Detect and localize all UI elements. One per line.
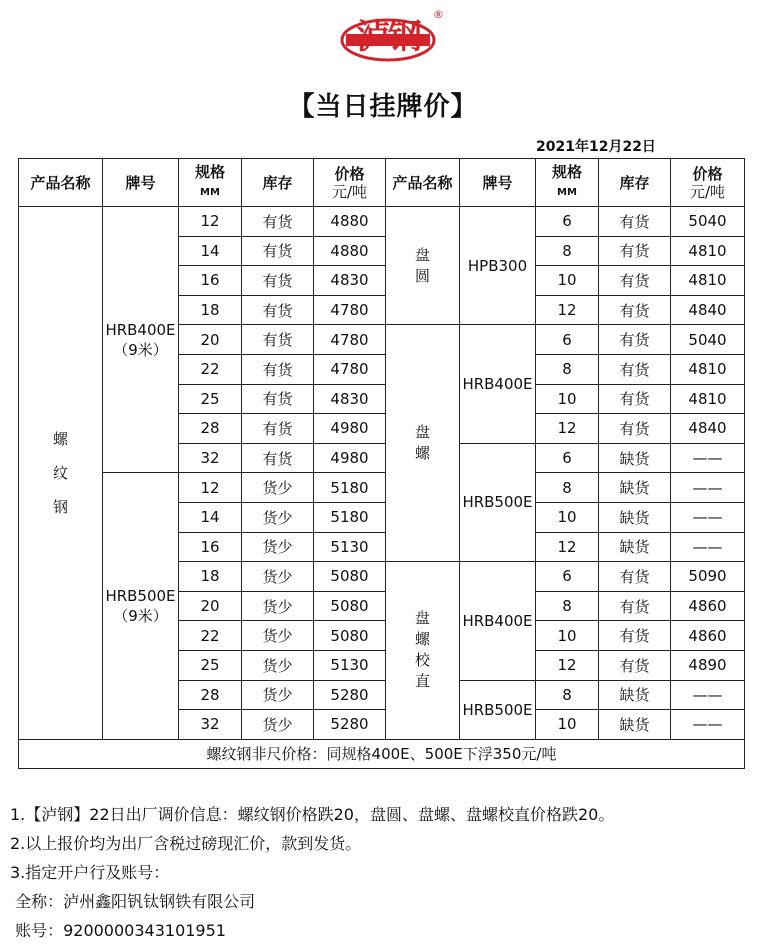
product-right-1-char: 盘 [414, 423, 430, 442]
stock-left: 货少 [242, 650, 314, 680]
price-left: 5180 [314, 502, 386, 532]
stock-right: 有货 [599, 621, 671, 651]
spec-right: 12 [536, 414, 599, 444]
price-left: 4830 [314, 384, 386, 414]
stock-left: 有货 [242, 354, 314, 384]
product-right-1-char: 螺 [414, 444, 430, 463]
header-grade-right: 牌号 [460, 159, 536, 207]
stock-right: 有货 [599, 384, 671, 414]
table-header-row [19, 159, 745, 207]
spec-right: 8 [536, 473, 599, 503]
spec-left: 25 [179, 384, 242, 414]
stock-left: 有货 [242, 414, 314, 444]
stock-left: 有货 [242, 207, 314, 237]
product-right-0 [386, 207, 460, 325]
price-right: —— [671, 710, 745, 740]
note-2: 2.以上报价均为出厂含税过磅现汇价，款到发货。 [10, 834, 362, 853]
price-right: 5040 [671, 325, 745, 355]
product-right-2-char: 直 [414, 672, 430, 691]
stock-right: 有货 [599, 650, 671, 680]
spec-left: 20 [179, 591, 242, 621]
stock-right: 缺货 [599, 502, 671, 532]
grade-right-3: HRB400E [460, 562, 536, 680]
spec-right: 6 [536, 207, 599, 237]
note-1: 1.【泸钢】22日出厂调价信息：螺纹钢价格跌20，盘圆、盘螺、盘螺校直价格跌20。 [10, 805, 615, 824]
spec-right: 12 [536, 650, 599, 680]
stock-right: 有货 [599, 354, 671, 384]
stock-left: 货少 [242, 621, 314, 651]
spec-right: 12 [536, 295, 599, 325]
grade-left-0 [103, 207, 179, 473]
price-right: 4810 [671, 354, 745, 384]
product-right-2-char: 螺 [414, 630, 430, 649]
price-left: 4880 [314, 236, 386, 266]
company-logo [338, 6, 444, 68]
price-right: —— [671, 502, 745, 532]
grade-name: HRB400E [105, 320, 176, 339]
price-right: 4860 [671, 591, 745, 621]
spec-left: 32 [179, 710, 242, 740]
table-row [19, 207, 745, 237]
price-right: —— [671, 680, 745, 710]
product-right-1 [386, 325, 460, 562]
stock-right: 缺货 [599, 473, 671, 503]
note-account-name: 全称：泸州鑫阳钒钛钢铁有限公司 [10, 892, 256, 911]
price-left: 4880 [314, 207, 386, 237]
product-rebar-char: 纹 [52, 463, 68, 482]
spec-left: 22 [179, 354, 242, 384]
price-right: 4810 [671, 236, 745, 266]
stock-left: 有货 [242, 236, 314, 266]
price-right: —— [671, 473, 745, 503]
product-rebar [19, 207, 103, 740]
price-left: 4980 [314, 414, 386, 444]
stock-left: 货少 [242, 680, 314, 710]
header-price: 价格 元/吨 [314, 159, 386, 207]
price-left: 4780 [314, 354, 386, 384]
price-right: 5040 [671, 207, 745, 237]
spec-left: 12 [179, 473, 242, 503]
price-right: 4860 [671, 621, 745, 651]
price-left: 4780 [314, 295, 386, 325]
product-right-2-char: 校 [414, 651, 430, 670]
header-product-right: 产品名称 [386, 159, 460, 207]
price-left: 5280 [314, 680, 386, 710]
stock-right: 有货 [599, 591, 671, 621]
grade-name: HRB500E [105, 587, 176, 606]
stock-right: 有货 [599, 562, 671, 592]
spec-left: 14 [179, 236, 242, 266]
spec-left: 28 [179, 680, 242, 710]
stock-left: 有货 [242, 443, 314, 473]
spec-left: 25 [179, 650, 242, 680]
product-rebar-char: 钢 [52, 497, 68, 516]
price-right: 4810 [671, 384, 745, 414]
stock-right: 缺货 [599, 532, 671, 562]
table-row [19, 473, 745, 503]
price-right: —— [671, 532, 745, 562]
stock-right: 有货 [599, 414, 671, 444]
stock-left: 货少 [242, 710, 314, 740]
price-right: 5090 [671, 562, 745, 592]
spec-left: 16 [179, 532, 242, 562]
spec-right: 12 [536, 532, 599, 562]
stock-left: 货少 [242, 562, 314, 592]
grade-length: （9米） [113, 607, 168, 626]
note-account-number: 账号：9200000343101951 [10, 921, 226, 940]
spec-right: 6 [536, 562, 599, 592]
product-right-2 [386, 562, 460, 740]
stock-left: 货少 [242, 473, 314, 503]
notes [10, 800, 614, 945]
note-3: 3.指定开户行及账号： [10, 863, 170, 882]
stock-left: 有货 [242, 266, 314, 296]
stock-right: 有货 [599, 236, 671, 266]
price-left: 5080 [314, 591, 386, 621]
grade-left-1 [103, 473, 179, 739]
spec-left: 22 [179, 621, 242, 651]
header-grade: 牌号 [103, 159, 179, 207]
price-left: 4780 [314, 325, 386, 355]
grade-right-4: HRB500E [460, 680, 536, 739]
grade-right-0: HPB300 [460, 207, 536, 325]
header-product: 产品名称 [19, 159, 103, 207]
registered-mark: ® [433, 8, 444, 21]
spec-left: 14 [179, 502, 242, 532]
stock-right: 缺货 [599, 680, 671, 710]
product-right-0-char: 圆 [414, 266, 430, 285]
stock-left: 有货 [242, 384, 314, 414]
price-left: 5130 [314, 650, 386, 680]
stock-left: 货少 [242, 502, 314, 532]
stock-left: 有货 [242, 295, 314, 325]
stock-right: 有货 [599, 325, 671, 355]
price-left: 4830 [314, 266, 386, 296]
product-right-0-char: 盘 [414, 245, 430, 264]
header-stock: 库存 [242, 159, 314, 207]
price-right: 4840 [671, 414, 745, 444]
rebar-offcut-price-note: 螺纹钢非尺价格：同规格400E、500E下浮350元/吨 [19, 739, 745, 769]
spec-left: 18 [179, 295, 242, 325]
spec-left: 28 [179, 414, 242, 444]
stock-right: 缺货 [599, 443, 671, 473]
price-right: 4810 [671, 266, 745, 296]
spec-left: 32 [179, 443, 242, 473]
spec-right: 10 [536, 502, 599, 532]
price-left: 4980 [314, 443, 386, 473]
spec-right: 8 [536, 680, 599, 710]
price-date: 2021年12月22日 [536, 139, 656, 155]
price-right: 4890 [671, 650, 745, 680]
product-right-2-char: 盘 [414, 609, 430, 628]
product-rebar-char: 螺 [52, 429, 68, 448]
header-stock-right: 库存 [599, 159, 671, 207]
spec-left: 20 [179, 325, 242, 355]
spec-right: 6 [536, 325, 599, 355]
price-right: —— [671, 443, 745, 473]
spec-right: 10 [536, 384, 599, 414]
grade-right-2: HRB500E [460, 443, 536, 561]
spec-right: 8 [536, 236, 599, 266]
stock-left: 货少 [242, 532, 314, 562]
spec-right: 10 [536, 266, 599, 296]
price-left: 5130 [314, 532, 386, 562]
price-right: 4840 [671, 295, 745, 325]
stock-left: 有货 [242, 325, 314, 355]
logo-text: 泸钢 [356, 17, 420, 57]
grade-length: （9米） [113, 340, 168, 359]
spec-right: 8 [536, 591, 599, 621]
footer-row [19, 739, 745, 769]
stock-right: 有货 [599, 295, 671, 325]
price-left: 5080 [314, 621, 386, 651]
grade-right-1: HRB400E [460, 325, 536, 443]
stock-right: 有货 [599, 207, 671, 237]
page-title: 【当日挂牌价】 [288, 92, 478, 122]
price-left: 5180 [314, 473, 386, 503]
header-spec: 规格 MM [179, 159, 242, 207]
stock-right: 有货 [599, 266, 671, 296]
stock-right: 缺货 [599, 710, 671, 740]
price-left: 5280 [314, 710, 386, 740]
spec-right: 10 [536, 710, 599, 740]
header-spec-right: 规格 MM [536, 159, 599, 207]
price-table [18, 158, 745, 769]
spec-right: 8 [536, 354, 599, 384]
spec-right: 10 [536, 621, 599, 651]
stock-left: 货少 [242, 591, 314, 621]
spec-left: 16 [179, 266, 242, 296]
spec-left: 12 [179, 207, 242, 237]
header-price-right: 价格 元/吨 [671, 159, 745, 207]
spec-right: 6 [536, 443, 599, 473]
price-left: 5080 [314, 562, 386, 592]
spec-left: 18 [179, 562, 242, 592]
